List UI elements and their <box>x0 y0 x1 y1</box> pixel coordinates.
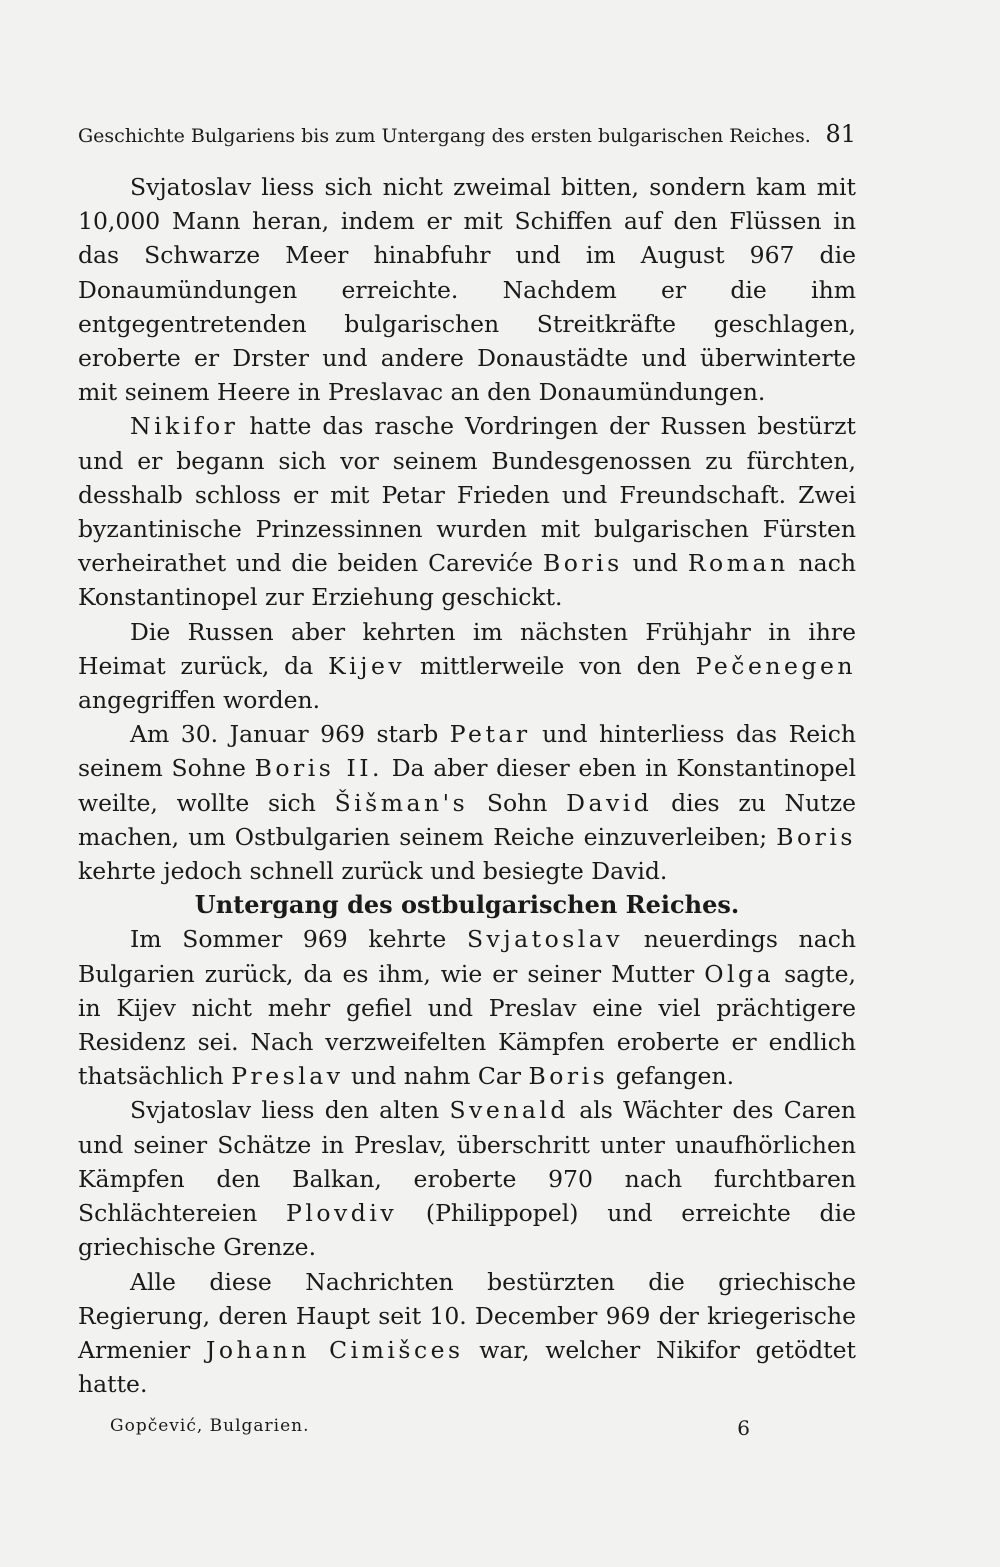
text-run: Sohn <box>468 788 567 817</box>
spaced-name: Petar <box>449 720 531 749</box>
text-run: Am 30. Januar 969 starb <box>130 720 450 749</box>
text-run: Die Russen aber kehrten im nächsten Frühjahr in ihre Heimat zurück, da <box>78 617 856 680</box>
spaced-name: Boris <box>528 1062 609 1091</box>
paragraph-2 <box>78 409 856 614</box>
text-run: hatte das rasche Vordringen der Russen bestürzt und er begann sich vor seinem Bundesgenossen zu fürchten, desshalb schloss er mit Petar Frieden und Freundschaft. Zwei byzantinische Prinzessinnen wurden mit bulgarischen Fürsten verheirathet und die beiden Careviće <box>78 412 856 578</box>
spaced-name: Svenald <box>449 1096 569 1125</box>
text-run: Da aber dieser eben in Konstantinopel weilte, wollte sich <box>78 754 856 817</box>
text-run: Alle diese Nachrichten bestürzten die griechische Regierung, deren Haupt seit 10. December 969 der kriegerische Armenier <box>78 1267 856 1364</box>
text-run: und <box>622 549 688 578</box>
text-run: kehrte jedoch schnell zurück und besiegte David. <box>78 857 668 886</box>
text-run: als Wächter des Caren und seiner Schätze in Preslav, überschritt unter unaufhörlichen Kämpfen den Balkan, eroberte 970 nach furchtbaren Schlächtereien <box>78 1096 856 1228</box>
paragraph-6 <box>78 1093 856 1264</box>
text-run: (Philippopel) und erreichte die griechische Grenze. <box>78 1199 856 1262</box>
paragraph-1: Svjatoslav liess sich nicht zweimal bitten, sondern kam mit 10,000 Mann heran, indem er mit Schiffen auf den Flüssen in das Schwarze Meer hinabfuhr und im August 967 die Donaumündungen erreichte. Nachdem er die ihm entgegentretenden bulgarischen Streitkräfte geschlagen, eroberte er Drster und andere Donaustädte und überwinterte mit seinem Heere in Preslavac an den Donaumündungen. <box>78 173 856 407</box>
page-footer <box>110 1416 750 1440</box>
text-run: nach Konstantinopel zur Erziehung geschickt. <box>78 549 856 612</box>
paragraph-3 <box>78 615 856 718</box>
text-run: sagte, in Kijev nicht mehr gefiel und Preslav eine viel prächtigere Residenz sei. Nach verzweifelten Kämpfen eroberte er endlich thatsächlich <box>78 959 857 1091</box>
text-run: angegriffen worden. <box>78 686 321 715</box>
spaced-name: Johann Cimišces <box>205 1335 464 1364</box>
text-run: und hinterliess das Reich seinem Sohne <box>78 720 856 783</box>
page-number: 81 <box>825 120 856 148</box>
sheet-number: 6 <box>737 1416 750 1440</box>
text-run: gefangen. <box>608 1062 735 1091</box>
text-run: und nahm Car <box>343 1062 529 1091</box>
signature-mark: Gopčević, Bulgarien. <box>110 1416 310 1436</box>
text-run: war, welcher Nikifor getödtet hatte. <box>78 1335 856 1399</box>
spaced-name: Nikifor <box>130 412 239 441</box>
spaced-name: David <box>566 788 653 817</box>
spaced-name: Roman <box>687 549 789 578</box>
paragraph-4 <box>78 717 856 888</box>
spaced-name: Pečenegen <box>695 651 856 680</box>
text-run: neuerdings nach Bulgarien zurück, da es ihm, wie er seiner Mutter <box>78 925 857 988</box>
section-heading: Untergang des ostbulgarischen Reiches. <box>194 890 740 920</box>
body-text <box>78 170 856 1401</box>
text-run: mittlerweile von den <box>405 651 696 680</box>
text-run: dies zu Nutze machen, um Ostbulgarien seinem Reiche einzuverleiben; <box>78 788 856 851</box>
text-run: Svjatoslav liess den alten <box>130 1096 450 1125</box>
spaced-name: Olga <box>704 959 775 988</box>
spaced-name: Boris II. <box>254 754 384 783</box>
spaced-name: Kijev <box>328 651 406 680</box>
paragraph-7 <box>78 1265 856 1402</box>
spaced-name: Šišman's <box>334 788 469 817</box>
running-head-title: Geschichte Bulgariens bis zum Untergang des ersten bulgarischen Reiches. <box>78 125 811 147</box>
spaced-name: Svjatoslav <box>466 925 624 954</box>
spaced-name: Boris <box>776 822 856 851</box>
running-head <box>78 120 856 148</box>
text-run: Im Sommer 969 kehrte <box>130 925 467 954</box>
spaced-name: Boris <box>543 549 623 578</box>
spaced-name: Plovdiv <box>286 1199 398 1228</box>
spaced-name: Preslav <box>231 1062 344 1091</box>
paragraph-5 <box>78 922 856 1093</box>
